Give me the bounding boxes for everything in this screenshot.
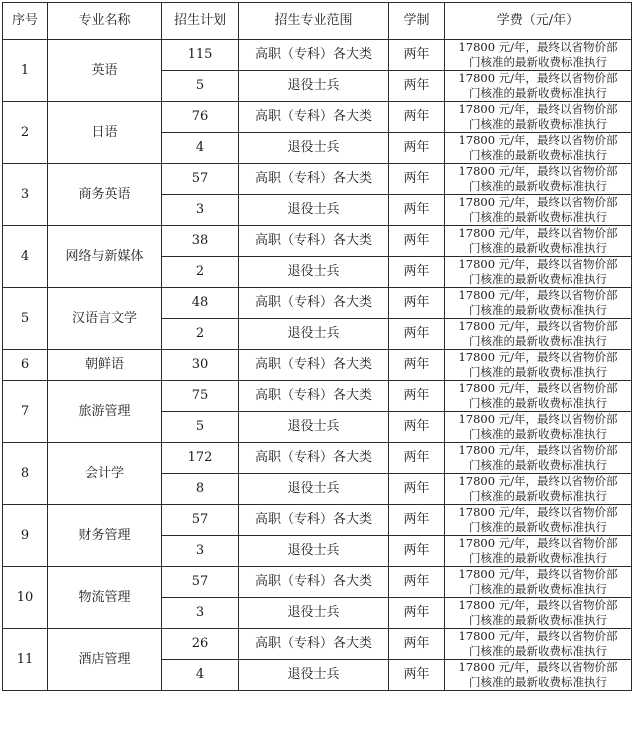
- fee-line-1: 17800 元/年，最终以省物价部: [458, 133, 618, 147]
- fee-line-1: 17800 元/年，最终以省物价部: [458, 71, 618, 85]
- row-plan: 2: [162, 257, 239, 288]
- row-plan: 75: [162, 381, 239, 412]
- row-fee: [445, 257, 632, 288]
- fee-line-2: 门核准的最新收费标准执行: [469, 489, 607, 503]
- row-seq: 2: [3, 102, 48, 164]
- row-plan: 26: [162, 629, 239, 660]
- row-plan: 4: [162, 133, 239, 164]
- row-scope: 高职（专科）各大类: [239, 164, 389, 195]
- row-fee: [445, 381, 632, 412]
- row-seq: 6: [3, 350, 48, 381]
- row-fee: [445, 40, 632, 71]
- row-duration: 两年: [389, 567, 445, 598]
- fee-line-2: 门核准的最新收费标准执行: [469, 458, 607, 472]
- row-scope: 高职（专科）各大类: [239, 567, 389, 598]
- row-fee: [445, 536, 632, 567]
- row-scope: 退役士兵: [239, 319, 389, 350]
- row-seq: 10: [3, 567, 48, 629]
- fee-line-1: 17800 元/年，最终以省物价部: [458, 598, 618, 612]
- fee-line-1: 17800 元/年，最终以省物价部: [458, 629, 618, 643]
- fee-line-2: 门核准的最新收费标准执行: [469, 334, 607, 348]
- header-row: [3, 3, 632, 40]
- row-plan: 76: [162, 102, 239, 133]
- row-plan: 30: [162, 350, 239, 381]
- fee-line-2: 门核准的最新收费标准执行: [469, 365, 607, 379]
- fee-line-1: 17800 元/年，最终以省物价部: [458, 567, 618, 581]
- row-major-name: 英语: [48, 40, 162, 102]
- row-scope: 退役士兵: [239, 71, 389, 102]
- row-fee: [445, 660, 632, 691]
- fee-line-2: 门核准的最新收费标准执行: [469, 241, 607, 255]
- row-seq: 4: [3, 226, 48, 288]
- row-duration: 两年: [389, 412, 445, 443]
- row-seq: 5: [3, 288, 48, 350]
- row-fee: [445, 71, 632, 102]
- row-duration: 两年: [389, 226, 445, 257]
- row-duration: 两年: [389, 474, 445, 505]
- row-major-name: 财务管理: [48, 505, 162, 567]
- fee-line-1: 17800 元/年，最终以省物价部: [458, 164, 618, 178]
- header-duration: 学制: [389, 3, 445, 40]
- row-plan: 5: [162, 71, 239, 102]
- row-duration: 两年: [389, 164, 445, 195]
- table-row: [3, 40, 632, 71]
- header-seq: 序号: [3, 3, 48, 40]
- row-duration: 两年: [389, 40, 445, 71]
- fee-line-2: 门核准的最新收费标准执行: [469, 551, 607, 565]
- row-plan: 38: [162, 226, 239, 257]
- fee-line-1: 17800 元/年，最终以省物价部: [458, 412, 618, 426]
- row-fee: [445, 598, 632, 629]
- row-plan: 8: [162, 474, 239, 505]
- row-fee: [445, 319, 632, 350]
- enrollment-table: [2, 2, 632, 691]
- fee-line-2: 门核准的最新收费标准执行: [469, 303, 607, 317]
- row-duration: 两年: [389, 598, 445, 629]
- fee-line-2: 门核准的最新收费标准执行: [469, 582, 607, 596]
- fee-line-1: 17800 元/年，最终以省物价部: [458, 257, 618, 271]
- row-scope: 高职（专科）各大类: [239, 102, 389, 133]
- row-scope: 退役士兵: [239, 660, 389, 691]
- row-plan: 2: [162, 319, 239, 350]
- row-scope: 退役士兵: [239, 412, 389, 443]
- row-seq: 1: [3, 40, 48, 102]
- fee-line-2: 门核准的最新收费标准执行: [469, 613, 607, 627]
- fee-line-1: 17800 元/年，最终以省物价部: [458, 505, 618, 519]
- row-scope: 高职（专科）各大类: [239, 350, 389, 381]
- row-fee: [445, 133, 632, 164]
- fee-line-2: 门核准的最新收费标准执行: [469, 210, 607, 224]
- table-row: [3, 288, 632, 319]
- fee-line-1: 17800 元/年，最终以省物价部: [458, 536, 618, 550]
- table-body: [3, 40, 632, 691]
- row-major-name: 物流管理: [48, 567, 162, 629]
- fee-line-2: 门核准的最新收费标准执行: [469, 675, 607, 689]
- table-row: [3, 505, 632, 536]
- header-plan: 招生计划: [162, 3, 239, 40]
- row-scope: 高职（专科）各大类: [239, 226, 389, 257]
- fee-line-1: 17800 元/年，最终以省物价部: [458, 474, 618, 488]
- row-major-name: 朝鲜语: [48, 350, 162, 381]
- row-duration: 两年: [389, 443, 445, 474]
- row-scope: 退役士兵: [239, 133, 389, 164]
- row-major-name: 酒店管理: [48, 629, 162, 691]
- fee-line-1: 17800 元/年，最终以省物价部: [458, 443, 618, 457]
- row-duration: 两年: [389, 660, 445, 691]
- row-duration: 两年: [389, 195, 445, 226]
- row-scope: 高职（专科）各大类: [239, 288, 389, 319]
- row-plan: 57: [162, 164, 239, 195]
- row-fee: [445, 102, 632, 133]
- row-fee: [445, 164, 632, 195]
- row-seq: 9: [3, 505, 48, 567]
- fee-line-2: 门核准的最新收费标准执行: [469, 117, 607, 131]
- fee-line-1: 17800 元/年，最终以省物价部: [458, 226, 618, 240]
- header-major: 专业名称: [48, 3, 162, 40]
- table-row: [3, 629, 632, 660]
- header-scope: 招生专业范围: [239, 3, 389, 40]
- row-plan: 57: [162, 505, 239, 536]
- row-fee: [445, 567, 632, 598]
- fee-line-2: 门核准的最新收费标准执行: [469, 179, 607, 193]
- fee-line-2: 门核准的最新收费标准执行: [469, 55, 607, 69]
- row-duration: 两年: [389, 350, 445, 381]
- row-seq: 8: [3, 443, 48, 505]
- row-duration: 两年: [389, 257, 445, 288]
- fee-line-2: 门核准的最新收费标准执行: [469, 644, 607, 658]
- row-duration: 两年: [389, 536, 445, 567]
- row-duration: 两年: [389, 133, 445, 164]
- fee-line-2: 门核准的最新收费标准执行: [469, 520, 607, 534]
- table-row: [3, 381, 632, 412]
- row-scope: 退役士兵: [239, 474, 389, 505]
- row-plan: 3: [162, 195, 239, 226]
- row-plan: 115: [162, 40, 239, 71]
- row-scope: 高职（专科）各大类: [239, 629, 389, 660]
- row-major-name: 会计学: [48, 443, 162, 505]
- row-scope: 高职（专科）各大类: [239, 443, 389, 474]
- row-major-name: 旅游管理: [48, 381, 162, 443]
- row-fee: [445, 226, 632, 257]
- fee-line-1: 17800 元/年，最终以省物价部: [458, 381, 618, 395]
- fee-line-2: 门核准的最新收费标准执行: [469, 427, 607, 441]
- row-major-name: 日语: [48, 102, 162, 164]
- fee-line-1: 17800 元/年，最终以省物价部: [458, 195, 618, 209]
- row-seq: 7: [3, 381, 48, 443]
- row-duration: 两年: [389, 505, 445, 536]
- fee-line-2: 门核准的最新收费标准执行: [469, 272, 607, 286]
- row-plan: 4: [162, 660, 239, 691]
- fee-line-1: 17800 元/年，最终以省物价部: [458, 319, 618, 333]
- row-plan: 3: [162, 536, 239, 567]
- row-seq: 3: [3, 164, 48, 226]
- row-scope: 退役士兵: [239, 598, 389, 629]
- row-duration: 两年: [389, 381, 445, 412]
- row-scope: 退役士兵: [239, 195, 389, 226]
- fee-line-1: 17800 元/年，最终以省物价部: [458, 660, 618, 674]
- row-fee: [445, 412, 632, 443]
- row-seq: 11: [3, 629, 48, 691]
- row-fee: [445, 443, 632, 474]
- row-major-name: 网络与新媒体: [48, 226, 162, 288]
- table-row: [3, 226, 632, 257]
- row-fee: [445, 195, 632, 226]
- row-scope: 高职（专科）各大类: [239, 381, 389, 412]
- row-plan: 3: [162, 598, 239, 629]
- table-row: [3, 350, 632, 381]
- row-major-name: 汉语言文学: [48, 288, 162, 350]
- row-duration: 两年: [389, 319, 445, 350]
- table-row: [3, 102, 632, 133]
- fee-line-2: 门核准的最新收费标准执行: [469, 396, 607, 410]
- row-scope: 退役士兵: [239, 257, 389, 288]
- row-duration: 两年: [389, 102, 445, 133]
- header-fee: 学费（元/年）: [445, 3, 632, 40]
- row-fee: [445, 629, 632, 660]
- table-row: [3, 567, 632, 598]
- row-scope: 退役士兵: [239, 536, 389, 567]
- fee-line-1: 17800 元/年，最终以省物价部: [458, 102, 618, 116]
- row-scope: 高职（专科）各大类: [239, 505, 389, 536]
- fee-line-1: 17800 元/年，最终以省物价部: [458, 288, 618, 302]
- row-scope: 高职（专科）各大类: [239, 40, 389, 71]
- fee-line-1: 17800 元/年，最终以省物价部: [458, 40, 618, 54]
- row-plan: 48: [162, 288, 239, 319]
- fee-line-2: 门核准的最新收费标准执行: [469, 148, 607, 162]
- row-duration: 两年: [389, 288, 445, 319]
- row-plan: 5: [162, 412, 239, 443]
- row-fee: [445, 350, 632, 381]
- fee-line-1: 17800 元/年，最终以省物价部: [458, 350, 618, 364]
- table-row: [3, 164, 632, 195]
- row-plan: 172: [162, 443, 239, 474]
- fee-line-2: 门核准的最新收费标准执行: [469, 86, 607, 100]
- row-plan: 57: [162, 567, 239, 598]
- row-fee: [445, 505, 632, 536]
- row-fee: [445, 288, 632, 319]
- row-duration: 两年: [389, 629, 445, 660]
- row-fee: [445, 474, 632, 505]
- row-duration: 两年: [389, 71, 445, 102]
- row-major-name: 商务英语: [48, 164, 162, 226]
- table-row: [3, 443, 632, 474]
